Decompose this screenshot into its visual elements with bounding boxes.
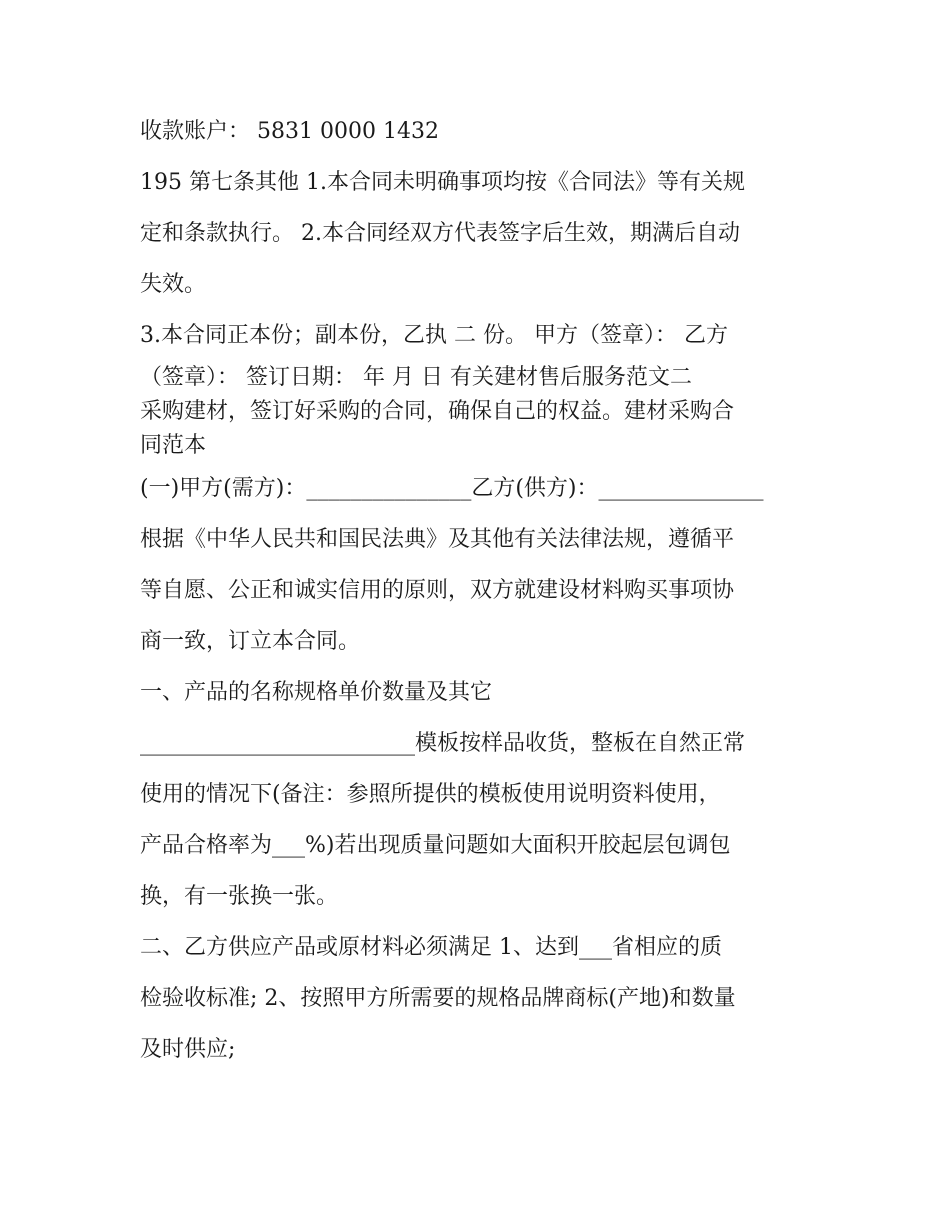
text-line: _________________________模板按样品收货，整板在自然正常 xyxy=(140,731,746,756)
text-line: 使用的情况下(备注：参照所提供的模板使用说明资料使用， xyxy=(140,782,721,807)
text-line: 采购建材，签订好采购的合同，确保自己的权益。建材采购合 xyxy=(140,399,735,424)
text-line-account: 收款账户： 5831 0000 1432 xyxy=(140,119,439,144)
text-line: 及时供应; xyxy=(140,1037,236,1062)
text-line: 等自愿、公正和诚实信用的原则，双方就建设材料购买事项协 xyxy=(140,578,735,603)
text-line: 商一致，订立本合同。 xyxy=(140,629,361,654)
text-line: 定和条款执行。 2.本合同经双方代表签字后生效，期满后自动 xyxy=(140,221,740,246)
section-heading-1: 一、产品的名称规格单价数量及其它 xyxy=(140,680,493,705)
text-line-parties: (一)甲方(需方)：_______________乙方(供方)：_______________ xyxy=(140,476,764,501)
text-line: 3.本合同正本份；副本份，乙执 二 份。 甲方（签章）： 乙方 xyxy=(140,323,728,348)
text-line: 检验收标准; 2、按照甲方所需要的规格品牌商标(产地)和数量 xyxy=(140,986,736,1011)
contract-text xyxy=(140,106,816,1075)
text-line: 产品合格率为___%)若出现质量问题如大面积开胶起层包调包 xyxy=(140,833,731,858)
text-line: 根据《中华人民共和国民法典》及其他有关法律法规，遵循平 xyxy=(140,527,735,552)
text-line: 失效。 xyxy=(140,272,207,297)
text-line: 换，有一张换一张。 xyxy=(140,884,339,909)
section-heading-2: 二、乙方供应产品或原材料必须满足 1、达到___省相应的质 xyxy=(140,935,722,960)
text-line: 195 第七条其他 1.本合同未明确事项均按《合同法》等有关规 xyxy=(140,170,745,195)
text-line-signature: （签章）： 签订日期： 年 月 日 有关建材售后服务范文二 xyxy=(140,365,692,390)
text-line: 同范本 xyxy=(140,433,207,458)
